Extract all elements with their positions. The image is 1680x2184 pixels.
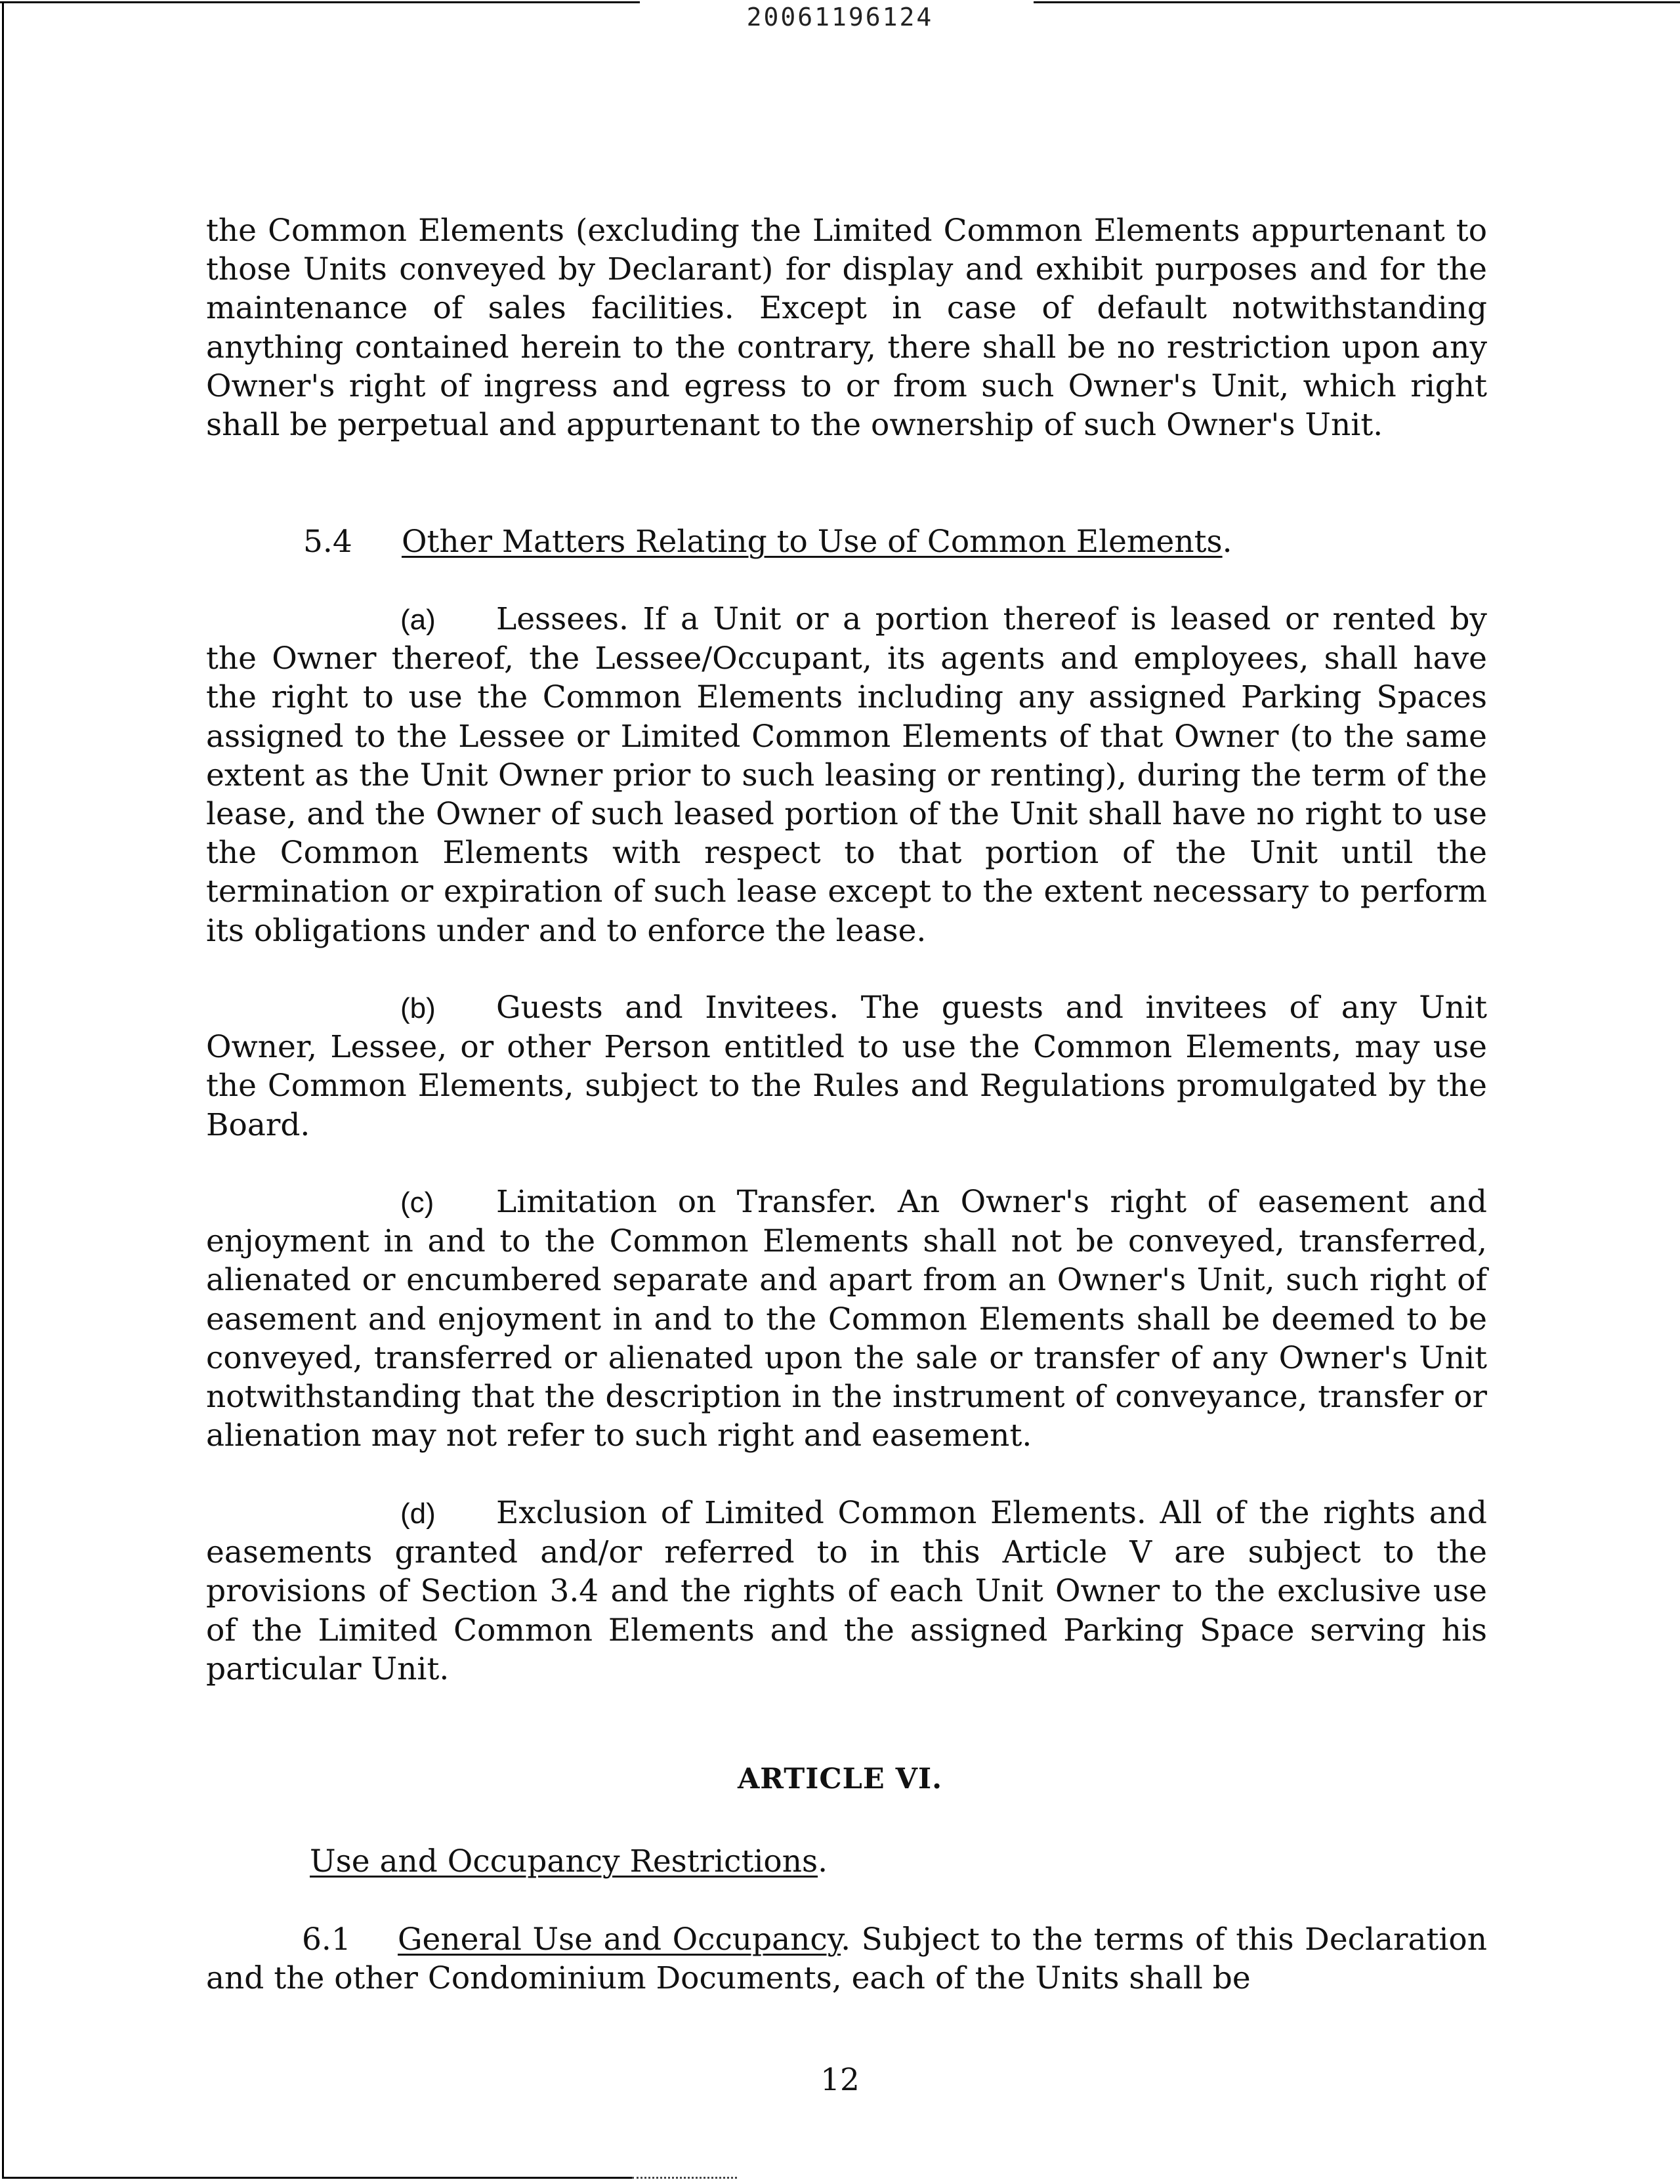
section-5-4-title: Other Matters Relating to Use of Common Elements [402,524,1223,560]
article-subtitle-text: Use and Occupancy Restrictions [310,1843,818,1880]
subsection-c-text: Limitation on Transfer. An Owner's right of easement and enjoyment in and to the Common Elements shall not be conveyed, transferred, alienated or encumbered separate and apart from an Owner's Unit, such right of easement and enjoyment in and to the Common Elements shall be deemed to be conveyed, transferred or alienated upon the sale or transfer of any Owner's Unit notwithstanding that the description in the instrument of conveyance, transfer or alienation may not refer to such right and easement. [206,1184,1487,1454]
subsection-b [206,988,1487,1144]
subsection-b-text: Guests and Invitees. The guests and invitees of any Unit Owner, Lessee, or other Person entitled to use the Common Elements, may use the Common Elements, subject to the Rules and Regulations promulgated by the Board. [206,990,1487,1143]
section-6-1-number: 6.1 [302,1922,351,1958]
section-6-1-title: General Use and Occupancy [398,1922,841,1958]
intro-paragraph [206,211,1487,444]
subsection-d-text: Exclusion of Limited Common Elements. All of the rights and easements granted and/or referred to in this Article V are subject to the provisions of Section 3.4 and the rights of each Unit Owner to the exclusive use of the Limited Common Elements and the assigned Parking Space serving his particular Unit. [206,1495,1487,1687]
subsection-d [206,1494,1487,1689]
article-title: ARTICLE VI. [737,1763,943,1796]
bottom-border [2,2177,632,2179]
article-subtitle-period: . [818,1843,828,1880]
section-6-1-text: . Subject to the terms of this Declaration and the other Condominium Documents, each of the Units shall be [206,1922,1487,1997]
section-5-4-number: 5.4 [303,524,352,560]
subsection-a-label: (a) [400,604,436,636]
subsection-a-text: Lessees. If a Unit or a portion thereof is leased or rented by the Owner thereof, the Lessee/Occupant, its agents and employees, shall have the right to use the Common Elements including any assigned Parking Spaces assigned to the Lessee or Limited Common Elements of that Owner (to the same extent as the Unit Owner prior to such leasing or renting), during the term of the lease, and the Owner of such leased portion of the Unit shall have no right to use the Common Elements with respect to that portion of the Unit until the termination or expiration of such lease except to the extent necessary to perform its obligations under and to enforce the lease. [206,601,1487,949]
bottom-border-faint [632,2177,737,2179]
intro-paragraph-text: the Common Elements (excluding the Limited Common Elements appurtenant to those Units conveyed by Declarant) for display and exhibit purposes and for the maintenance of sales facilities. Except in case of default notwithstanding anything contained herein to the contrary, there shall be no restriction upon any Owner's right of ingress and egress to or from such Owner's Unit, which right shall be perpetual and appurtenant to the ownership of such Owner's Unit. [206,213,1487,444]
section-6-1 [206,1920,1487,1998]
document-number: 20061196124 [746,3,934,32]
subsection-d-label: (d) [400,1498,436,1530]
subsection-c-label: (c) [400,1186,434,1219]
article-subtitle [310,1842,828,1881]
subsection-c [206,1183,1487,1455]
subsection-a [206,600,1487,950]
page-number: 12 [820,2062,860,2098]
section-5-4-period: . [1222,524,1232,560]
left-border [2,1,4,2179]
section-5-4-heading [303,522,1232,561]
subsection-b-label: (b) [400,992,436,1024]
